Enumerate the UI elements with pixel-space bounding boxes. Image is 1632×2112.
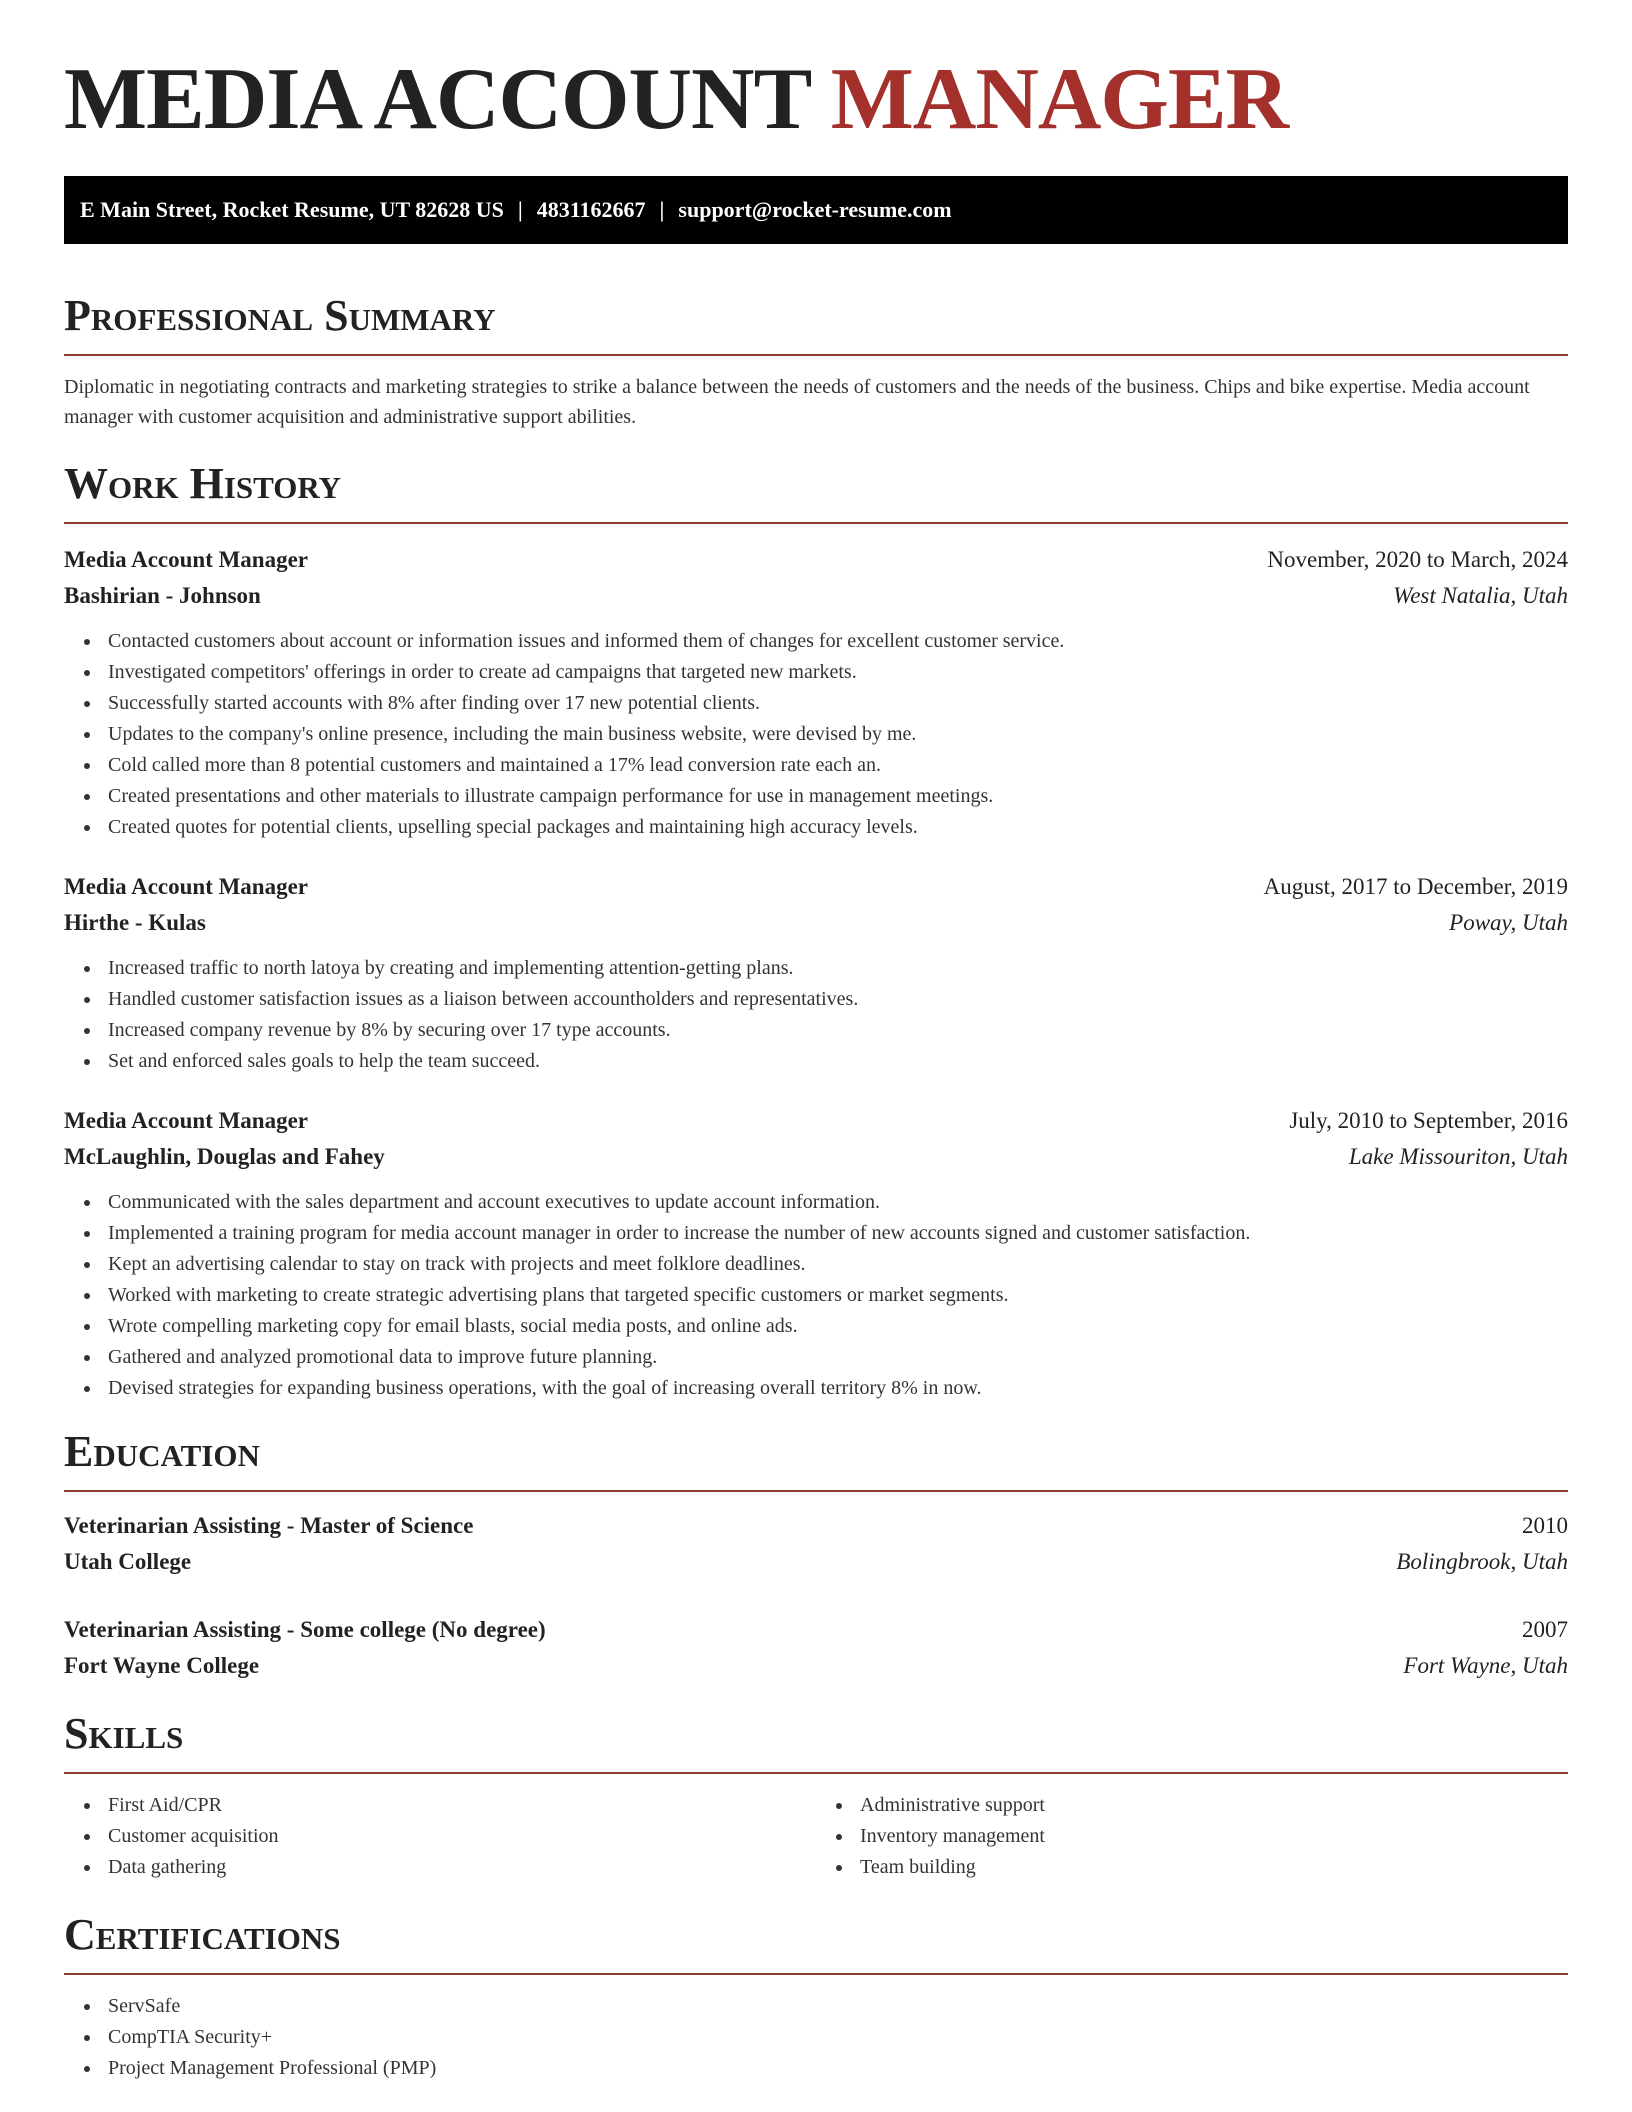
list-item: Increased traffic to north latoya by creating and implementing attention-getting plans. [108,953,1568,984]
contact-bar [64,176,1568,244]
certifications-list [64,1991,1568,2084]
education-year: 2010 [1522,1513,1568,1538]
education-school: Fort Wayne College [64,1653,260,1678]
education-entry [64,1612,1568,1684]
skills-grid [64,1774,1568,1883]
job-entry [64,542,1568,843]
list-item: Kept an advertising calendar to stay on track with projects and meet folklore deadlines. [108,1249,1568,1280]
education-location: Bolingbrook, Utah [1396,1549,1568,1574]
education-section [64,1424,1568,1684]
skills-column-left [64,1790,816,1883]
contact-address: E Main Street, Rocket Resume, UT 82628 US [80,197,504,222]
list-item: Investigated competitors' offerings in order to create ad campaigns that targeted new markets. [108,657,1568,688]
job-duties [64,1187,1568,1404]
contact-separator: | [659,197,665,222]
job-company: Bashirian - Johnson [64,583,261,608]
list-item: Customer acquisition [108,1821,816,1852]
education-entry [64,1508,1568,1580]
job-company: McLaughlin, Douglas and Fahey [64,1144,385,1169]
list-item: Handled customer satisfaction issues as a liaison between accountholders and representatives. [108,984,1568,1015]
section-divider [64,522,1568,524]
list-item: Cold called more than 8 potential customers and maintained a 17% lead conversion rate each an. [108,750,1568,781]
list-item: Administrative support [860,1790,1568,1821]
list-item: Project Management Professional (PMP) [108,2053,1568,2084]
job-location: Lake Missouriton, Utah [1348,1144,1568,1169]
list-item: Updates to the company's online presence, including the main business website, were devised by me. [108,719,1568,750]
contact-email[interactable]: support@rocket-resume.com [678,197,952,222]
contact-separator: | [517,197,523,222]
education-degree: Veterinarian Assisting - Some college (No degree) [64,1617,546,1642]
job-company: Hirthe - Kulas [64,910,206,935]
section-divider [64,1973,1568,1975]
education-location: Fort Wayne, Utah [1403,1653,1568,1678]
title-accent: MANAGER [830,51,1289,148]
list-item: Devised strategies for expanding business operations, with the goal of increasing overall territory 8% in now. [108,1373,1568,1404]
education-year: 2007 [1522,1617,1568,1642]
title-main: MEDIA ACCOUNT [64,51,810,148]
section-divider [64,354,1568,356]
list-item: CompTIA Security+ [108,2022,1568,2053]
job-dates: July, 2010 to September, 2016 [1289,1108,1568,1133]
job-duties [64,626,1568,843]
education-school: Utah College [64,1549,192,1574]
list-item: ServSafe [108,1991,1568,2022]
education-degree: Veterinarian Assisting - Master of Science [64,1513,474,1538]
skills-column-right [816,1790,1568,1883]
list-item: Inventory management [860,1821,1568,1852]
list-item: Created quotes for potential clients, upselling special packages and maintaining high accuracy levels. [108,812,1568,843]
job-title: Media Account Manager [64,1108,309,1133]
job-entry [64,1103,1568,1404]
list-item: Created presentations and other materials to illustrate campaign performance for use in management meetings. [108,781,1568,812]
job-title: Media Account Manager [64,547,309,572]
job-location: West Natalia, Utah [1393,583,1568,608]
list-item: Team building [860,1852,1568,1883]
certifications-section [64,1907,1568,2084]
job-dates: November, 2020 to March, 2024 [1267,547,1568,572]
list-item: Set and enforced sales goals to help the team succeed. [108,1046,1568,1077]
education-heading: Education [64,1427,260,1476]
job-location: Poway, Utah [1449,910,1568,935]
job-duties [64,953,1568,1077]
job-entry [64,869,1568,1077]
list-item: Worked with marketing to create strategic advertising plans that targeted specific customers or market segments. [108,1280,1568,1311]
list-item: Contacted customers about account or information issues and informed them of changes for excellent customer service. [108,626,1568,657]
summary-heading: Professional Summary [64,291,496,340]
skills-heading: Skills [64,1709,184,1758]
certifications-heading: Certifications [64,1910,341,1959]
contact-phone: 4831162667 [536,197,646,222]
summary-text: Diplomatic in negotiating contracts and marketing strategies to strike a balance between the needs of customers and the needs of the business. Chips and bike expertise. Media account manager with customer acquisition and administrative support abilities. [64,376,1530,428]
list-item: Implemented a training program for media account manager in order to increase the number of new accounts signed and customer satisfaction. [108,1218,1568,1249]
list-item: Data gathering [108,1852,816,1883]
section-divider [64,1490,1568,1492]
list-item: Communicated with the sales department and account executives to update account information. [108,1187,1568,1218]
work-history-section [64,456,1568,1404]
job-title: Media Account Manager [64,874,309,899]
resume-title [64,0,1568,148]
job-dates: August, 2017 to December, 2019 [1263,874,1568,899]
summary-section [64,288,1568,432]
list-item: First Aid/CPR [108,1790,816,1821]
skills-section [64,1706,1568,1883]
work-history-heading: Work History [64,459,342,508]
list-item: Successfully started accounts with 8% after finding over 17 new potential clients. [108,688,1568,719]
list-item: Increased company revenue by 8% by securing over 17 type accounts. [108,1015,1568,1046]
list-item: Wrote compelling marketing copy for email blasts, social media posts, and online ads. [108,1311,1568,1342]
list-item: Gathered and analyzed promotional data to improve future planning. [108,1342,1568,1373]
